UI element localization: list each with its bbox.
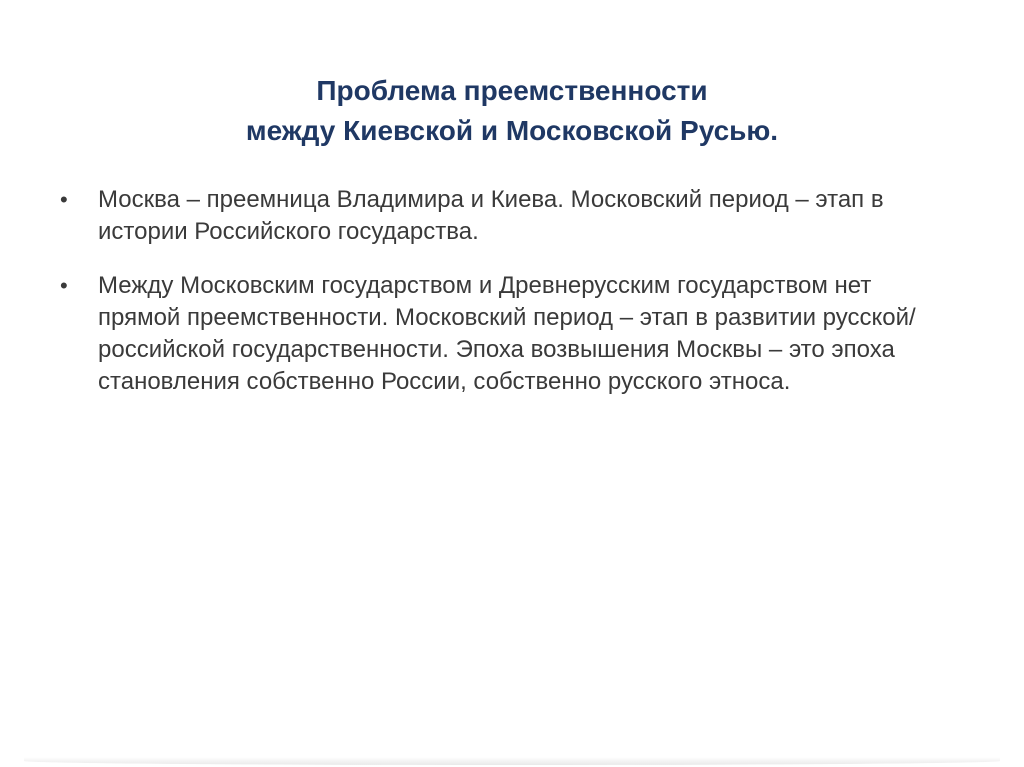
bullet-text: Между Московским государством и Древнерусским государством нет прямой преемственности. Московский период – этап в развитии русской/российской государственности. Эпоха возвышения Москвы – это эпоха становления собственно России, собственно русского этноса.	[98, 272, 916, 395]
slide-title-line-1: Проблема преемственности	[316, 74, 708, 106]
slide-bottom-shadow	[24, 757, 1000, 765]
bullet-list	[58, 184, 958, 420]
bullet-item	[58, 184, 958, 248]
bullet-icon: •	[60, 187, 68, 212]
bullet-item	[58, 270, 958, 398]
slide-title-line-2: между Киевской и Московской Русью.	[245, 114, 779, 146]
bullet-icon: •	[60, 273, 68, 298]
bullet-text: Москва – преемница Владимира и Киева. Московский период – этап в истории Российского государства.	[98, 186, 884, 245]
slide-title	[0, 71, 1024, 151]
